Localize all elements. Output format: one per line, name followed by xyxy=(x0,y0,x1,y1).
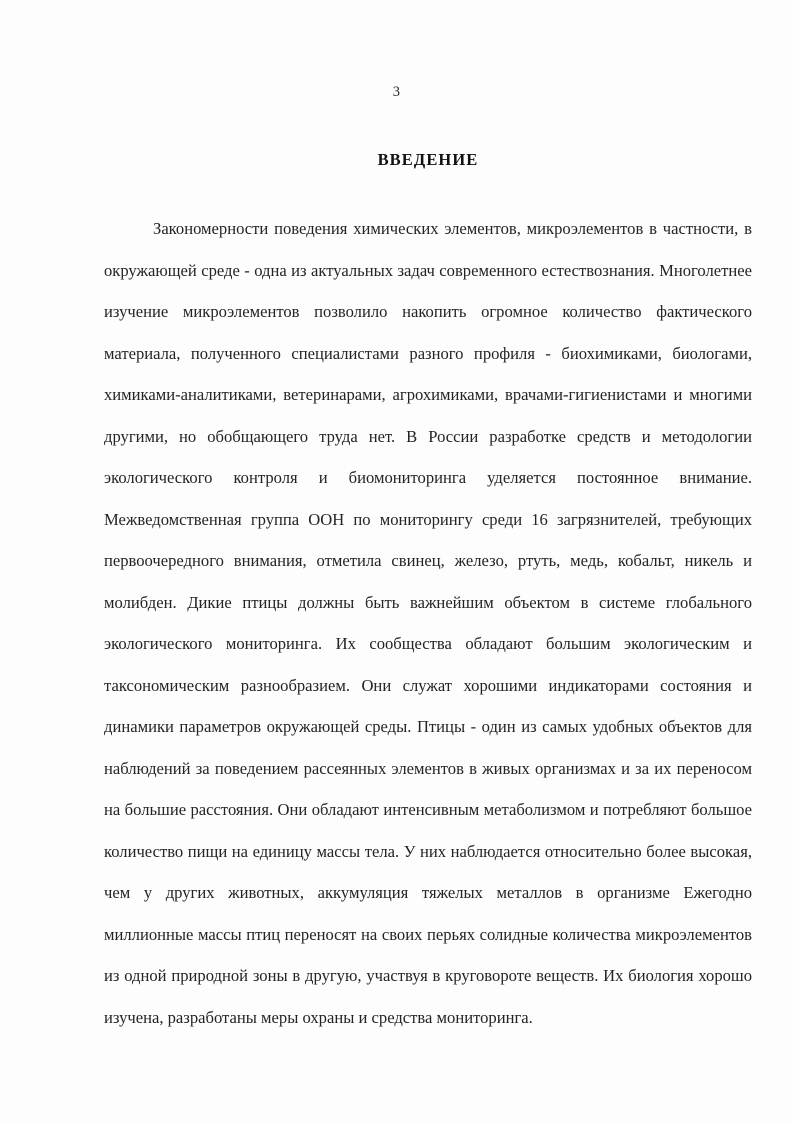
page-title: ВВЕДЕНИЕ xyxy=(377,150,479,169)
body-paragraph: Закономерности поведения химических элементов, микроэлементов в частности, в окружающей среде - одна из актуальных задач современного естествознания. Многолетнее изучение микроэлементов позволило накопить огромное количество фактического материала, полученного специалистами разного профиля - биохимиками, биологами, химиками-аналитиками, ветеринарами, агрохимиками, врачами-гигиенистами и многими другими, но обобщающего труда нет. В России разработке средств и методологии экологического контроля и биомониторинга уделяется постоянное внимание. Межведомственная группа ООН по мониторингу среди 16 загрязнителей, требующих первоочередного внимания, отметила свинец, железо, ртуть, медь, кобальт, никель и молибден. Дикие птицы должны быть важнейшим объектом в системе глобального экологического мониторинга. Их сообщества обладают большим экологическим и таксономическим разнообразием. Они служат хорошими индикаторами состояния и динамики параметров окружающей среды. Птицы - один из самых удобных объектов для наблюдений за поведением рассеянных элементов в живых организмах и за их переносом на большие расстояния. Они обладают интенсивным метаболизмом и потребляют большое количество пищи на единицу массы тела. У них наблюдается относительно более высокая, чем у других животных, аккумуляция тяжелых металлов в организме Ежегодно миллионные массы птиц переносят на своих перьях солидные количества микроэлементов из одной природной зоны в другую, участвуя в круговороте веществ. Их биология хорошо изучена, разработаны меры охраны и средства мониторинга. xyxy=(104,219,752,1027)
page-content xyxy=(104,150,752,1038)
page-number: 3 xyxy=(392,84,401,100)
